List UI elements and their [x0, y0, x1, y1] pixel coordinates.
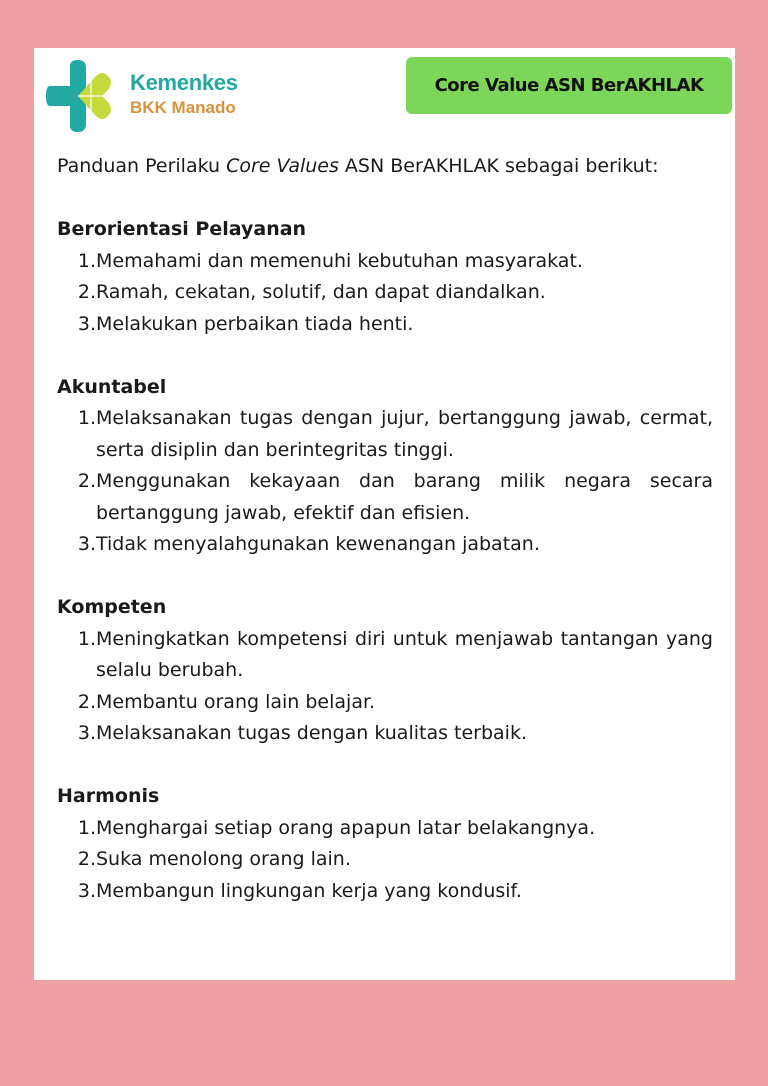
list-item	[57, 246, 713, 278]
list-text: Melaksanakan tugas dengan jujur, bertanggung jawab, cermat, serta disiplin dan berintegritas tinggi.	[96, 407, 713, 461]
list-item	[57, 466, 713, 529]
list-text: Tidak menyalahgunakan kewenangan jabatan.	[96, 533, 540, 555]
list-number: 2.	[77, 470, 96, 492]
section-kompeten	[57, 592, 713, 750]
list-number: 2.	[77, 690, 96, 713]
section-title: Berorientasi Pelayanan	[57, 218, 307, 240]
behavior-list	[57, 246, 713, 341]
list-text: Memahami dan memenuhi kebutuhan masyarakat.	[96, 249, 583, 272]
list-text: Melakukan perbaikan tiada henti.	[96, 312, 414, 335]
list-item	[57, 403, 713, 466]
list-number: 3.	[77, 312, 96, 335]
list-text: Menghargai setiap orang apapun latar belakangnya.	[96, 816, 596, 839]
list-number: 2.	[77, 281, 96, 303]
list-item	[57, 718, 713, 750]
list-item	[57, 529, 713, 561]
section-akuntabel	[57, 372, 713, 561]
section-berorientasi-pelayanan	[57, 214, 713, 340]
list-item	[57, 876, 713, 908]
list-item	[57, 277, 713, 309]
section-title: Kompeten	[57, 596, 167, 618]
kemenkes-cross-icon	[44, 58, 120, 134]
behavior-list	[57, 624, 713, 750]
title-badge: Core Value ASN BerAKHLAK	[406, 57, 732, 114]
intro-text-italic: Core Values	[226, 155, 339, 177]
list-item	[57, 844, 713, 876]
logo-subtitle: BKK Manado	[130, 98, 236, 117]
list-item	[57, 624, 713, 687]
intro-text-before: Panduan Perilaku	[57, 155, 227, 177]
list-number: 1.	[77, 627, 96, 650]
behavior-list	[57, 403, 713, 561]
list-text: Membantu orang lain belajar.	[96, 690, 376, 713]
list-item	[57, 813, 713, 845]
list-text: Ramah, cekatan, solutif, dan dapat diandalkan.	[96, 281, 546, 303]
section-title: Harmonis	[57, 785, 160, 807]
list-text: Membangun lingkungan kerja yang kondusif.	[96, 879, 522, 902]
list-item	[57, 309, 713, 341]
document-card	[34, 48, 735, 980]
document-body	[57, 151, 713, 939]
intro-paragraph	[57, 151, 713, 183]
list-number: 1.	[77, 816, 96, 839]
section-harmonis	[57, 781, 713, 907]
list-text: Melaksanakan tugas dengan kualitas terbaik.	[96, 722, 528, 744]
list-number: 1.	[77, 249, 96, 272]
list-number: 3.	[77, 533, 96, 555]
behavior-list	[57, 813, 713, 908]
kemenkes-logo	[44, 58, 244, 134]
list-number: 1.	[77, 407, 96, 429]
intro-text-after: ASN BerAKHLAK sebagai berikut:	[338, 155, 659, 177]
list-item	[57, 687, 713, 719]
list-text: Menggunakan kekayaan dan barang milik negara secara bertanggung jawab, efektif dan efisien.	[96, 470, 713, 524]
list-text: Suka menolong orang lain.	[96, 848, 351, 870]
list-text: Meningkatkan kompetensi diri untuk menjawab tantangan yang selalu berubah.	[96, 627, 713, 681]
list-number: 2.	[77, 848, 96, 870]
logo-title: Kemenkes	[130, 70, 238, 95]
list-number: 3.	[77, 879, 96, 902]
section-title: Akuntabel	[57, 375, 167, 398]
list-number: 3.	[77, 722, 96, 744]
